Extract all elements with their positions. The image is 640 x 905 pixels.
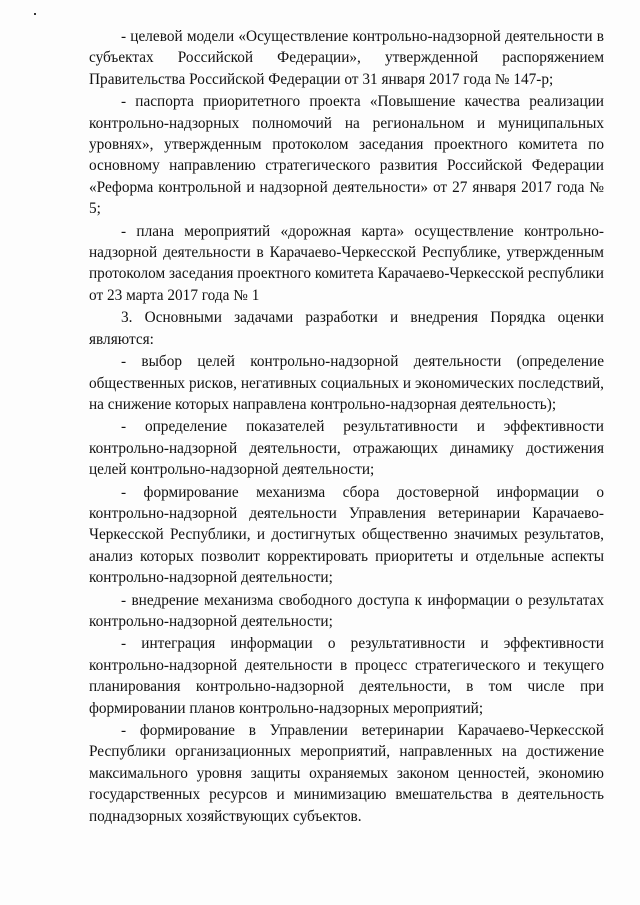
scan-speck (34, 13, 36, 15)
paragraph-free-access: - внедрение механизма свободного доступа к информации о результатах контрольно-надзорной деятельности; (89, 591, 604, 630)
paragraph-integration: - интеграция информации о результативности и эффективности контрольно-надзорной деятельности в процесс стратегического и текущего планирования контрольно-надзорной деятельности, в том числе при формировании планов контрольно-надзорных мероприятий; (89, 635, 604, 717)
paragraph-project-passport: - паспорта приоритетного проекта «Повышение качества реализации контрольно-надзорных полномочий на региональном и муниципальных уровнях», утвержденным протоколом заседания проектного комитета по основному направлению стратегического развития Российской Федерации «Реформа контрольной и надзорной деятельности» от 27 января 2017 года № 5; (89, 93, 604, 218)
paragraph-organizational-measures: - формирование в Управлении ветеринарии Карачаево-Черкесской Республики организационных мероприятий, направленных на достижение максимального уровня защиты охраняемых законом ценностей, экономию государственных ресурсов и минимизацию вмешательства в деятельность поднадзорных хозяйствующих субъектов. (89, 722, 604, 825)
paragraph-goals-selection: - выбор целей контрольно-надзорной деятельности (определение общественных рисков, негативных социальных и экономических последствий, на снижение которых направлена контрольно-надзорная деятельность); (89, 353, 604, 413)
paragraph-target-model: - целевой модели «Осуществление контрольно-надзорной деятельности в субъектах Российской Федерации», утвержденной распоряжением Правительства Российской Федерации от 31 января 2017 года № 147-р; (89, 28, 604, 88)
document-body (89, 26, 604, 828)
paragraph-roadmap: - плана мероприятий «дорожная карта» осуществление контрольно-надзорной деятельности в Карачаево-Черкесской Республике, утвержденным протоколом заседания проектного комитета Карачаево-Черкесской республики от 23 марта 2017 года № 1 (89, 222, 604, 304)
paragraph-indicators: - определение показателей результативности и эффективности контрольно-надзорной деятельности, отражающих динамику достижения целей контрольно-надзорной деятельности; (89, 418, 604, 479)
paragraph-section-3-heading: 3. Основными задачами разработки и внедрения Порядка оценки являются: (89, 309, 604, 348)
paragraph-info-collection: - формирование механизма сбора достоверной информации о контрольно-надзорной деятельности Управления ветеринарии Карачаево-Черкесской Республики, и достигнутых общественно значимых результатов, анализ которых позволит корректировать приоритеты и отдельные аспекты контрольно-надзорной деятельности; (89, 483, 604, 587)
